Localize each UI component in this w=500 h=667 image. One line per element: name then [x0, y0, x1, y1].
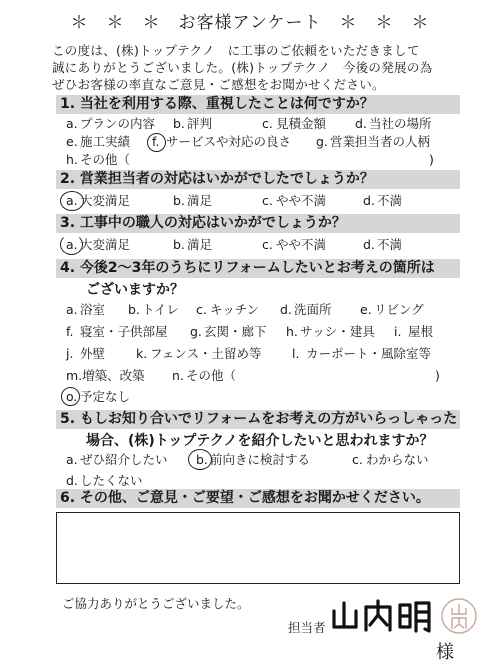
q4-option-o[interactable]: [66, 388, 130, 406]
option-label: 玄関・廊下: [204, 324, 267, 339]
option-label: 満足: [187, 237, 213, 252]
option-label: その他（: [80, 152, 131, 167]
option-letter: m.: [66, 368, 83, 383]
q4-option-e[interactable]: [360, 301, 424, 319]
option-label: 評判: [187, 116, 213, 131]
option-label: 洗面所: [294, 302, 332, 317]
option-letter: d.: [66, 473, 78, 488]
q4-option-l[interactable]: [292, 345, 431, 363]
q4-other-close-paren: ): [435, 368, 440, 383]
option-label: 不満: [377, 237, 403, 252]
option-label: 増築、改築: [82, 368, 145, 383]
option-letter: i.: [394, 324, 402, 339]
option-label: フェンス・土留め等: [150, 346, 262, 361]
q3-option-b[interactable]: [173, 236, 212, 254]
q4-title: 4. 今後2～3年のうちにリフォームしたいとお考えの箇所は: [56, 259, 460, 278]
option-label: サービスや対応の良さ: [166, 134, 292, 149]
option-label: 当社の場所: [369, 116, 432, 131]
option-label: カーポート・風除室等: [306, 346, 432, 361]
option-label: トイレ: [142, 302, 179, 317]
option-letter: e.: [360, 302, 372, 317]
q4-option-j[interactable]: [66, 345, 105, 363]
q4-title-line-2: ございますか？: [86, 282, 184, 298]
page-title: ＊ ＊ ＊ お客様アンケート ＊ ＊ ＊: [70, 13, 430, 33]
option-label: 不満: [377, 193, 403, 208]
option-letter: h.: [286, 324, 298, 339]
option-label: 大変満足: [80, 237, 131, 252]
q2-option-a[interactable]: [66, 192, 130, 210]
q1-option-f[interactable]: [152, 133, 291, 151]
option-letter: l.: [292, 346, 300, 361]
option-letter: c.: [262, 116, 273, 131]
q4-option-m[interactable]: [66, 367, 145, 385]
option-letter: h.: [66, 152, 78, 167]
option-label: 満足: [187, 193, 213, 208]
option-letter: b.: [173, 237, 185, 252]
option-label: 外壁: [80, 346, 106, 361]
option-label: 予定なし: [80, 389, 131, 404]
q3-option-d[interactable]: [363, 236, 402, 254]
option-letter: c.: [196, 302, 207, 317]
option-letter: e.: [66, 134, 78, 149]
q1-option-a[interactable]: [66, 115, 155, 133]
q1-option-h[interactable]: [66, 151, 130, 169]
q2-option-d[interactable]: [363, 192, 402, 210]
q2-option-b[interactable]: [173, 192, 212, 210]
q1-other-close-paren: ): [429, 152, 434, 167]
option-label: その他（: [186, 368, 237, 383]
option-letter: b.: [128, 302, 140, 317]
option-label: やや不満: [276, 237, 327, 252]
q4-option-g[interactable]: [190, 323, 267, 341]
option-label: 施工実績: [80, 134, 131, 149]
staff-label: 担当者: [288, 620, 326, 635]
option-letter: d.: [280, 302, 292, 317]
q4-option-k[interactable]: [136, 345, 262, 363]
option-letter: c.: [262, 193, 273, 208]
option-label: 浴室: [80, 302, 106, 317]
option-letter: a.: [66, 237, 78, 252]
q1-option-c[interactable]: [262, 115, 326, 133]
q5-title: 5. もしお知り合いでリフォームをお考えの方がいらっしゃった: [56, 410, 460, 429]
intro-line-2: 誠にありがとうございました。(株)トップテクノ 今後の発展の為: [52, 60, 433, 75]
option-letter: b.: [173, 116, 185, 131]
q1-option-d[interactable]: [355, 115, 432, 133]
q3-title: 3. 工事中の職人の対応はいかがでしょうか？: [56, 214, 460, 233]
option-label: わからない: [366, 452, 429, 467]
option-label: 屋根: [408, 324, 434, 339]
comment-box[interactable]: [56, 512, 460, 584]
q5-option-c[interactable]: [352, 451, 429, 469]
option-letter: d.: [355, 116, 367, 131]
q4-option-d[interactable]: [280, 301, 332, 319]
q1-option-g[interactable]: [316, 133, 430, 151]
option-letter: f.: [152, 134, 160, 149]
q4-option-f[interactable]: [66, 323, 168, 341]
option-label: 前向きに検討する: [210, 452, 311, 467]
option-letter: c.: [352, 452, 363, 467]
honorific: 様: [436, 642, 454, 663]
option-letter: a.: [66, 452, 78, 467]
q3-option-c[interactable]: [262, 236, 326, 254]
q4-option-c[interactable]: [196, 301, 259, 319]
option-label: したくない: [80, 473, 143, 488]
option-letter: d.: [363, 237, 375, 252]
intro-line-3: ぜひお客様の率直なご意見・ご感想をお聞かせください。: [52, 77, 385, 92]
option-letter: b.: [196, 452, 208, 467]
thanks-message: ご協力ありがとうございました。: [62, 596, 250, 611]
option-label: 寝室・子供部屋: [80, 324, 168, 339]
option-letter: a.: [66, 193, 78, 208]
option-label: 見積金額: [276, 116, 327, 131]
option-label: 営業担当者の人柄: [330, 134, 431, 149]
option-letter: a.: [66, 302, 78, 317]
q1-title: 1. 当社を利用する際、重視したことは何ですか？: [56, 95, 460, 114]
q4-option-i[interactable]: [394, 323, 433, 341]
option-label: リビング: [374, 302, 424, 317]
q6-title: 6. その他、ご意見・ご要望・ご感想をお聞かせください。: [56, 489, 460, 508]
q5-title-line-2: 場合、(株)トップテクノを紹介したいと思われますか？: [86, 433, 434, 449]
intro-line-1: この度は、(株)トップテクノ に工事のご依頼をいただきまして: [52, 43, 420, 58]
q4-option-a[interactable]: [66, 301, 105, 319]
option-label: 大変満足: [80, 193, 131, 208]
q1-option-b[interactable]: [173, 115, 212, 133]
q5-option-b[interactable]: [196, 451, 310, 469]
q5-option-a[interactable]: [66, 451, 168, 469]
option-letter: j.: [66, 346, 74, 361]
option-letter: o.: [66, 389, 78, 404]
staff-signature: [330, 597, 432, 635]
option-letter: g.: [190, 324, 202, 339]
option-label: ぜひ紹介したい: [80, 452, 168, 467]
q4-option-n[interactable]: [172, 367, 236, 385]
seal-stamp: [440, 597, 478, 635]
option-letter: k.: [136, 346, 148, 361]
q1-option-e[interactable]: [66, 133, 130, 151]
option-letter: d.: [363, 193, 375, 208]
q3-option-a[interactable]: [66, 236, 130, 254]
q2-title: 2. 営業担当者の対応はいかがでしたでしょうか？: [56, 170, 460, 189]
option-label: キッチン: [210, 302, 260, 317]
option-letter: a.: [66, 116, 78, 131]
option-label: やや不満: [276, 193, 327, 208]
q2-option-c[interactable]: [262, 192, 326, 210]
option-letter: f.: [66, 324, 74, 339]
option-letter: b.: [173, 193, 185, 208]
option-letter: g.: [316, 134, 328, 149]
q4-option-b[interactable]: [128, 301, 179, 319]
option-letter: c.: [262, 237, 273, 252]
option-label: サッシ・建具: [300, 324, 375, 339]
q4-option-h[interactable]: [286, 323, 375, 341]
q5-option-d[interactable]: [66, 472, 143, 490]
option-label: プランの内容: [80, 116, 156, 131]
option-letter: n.: [172, 368, 184, 383]
